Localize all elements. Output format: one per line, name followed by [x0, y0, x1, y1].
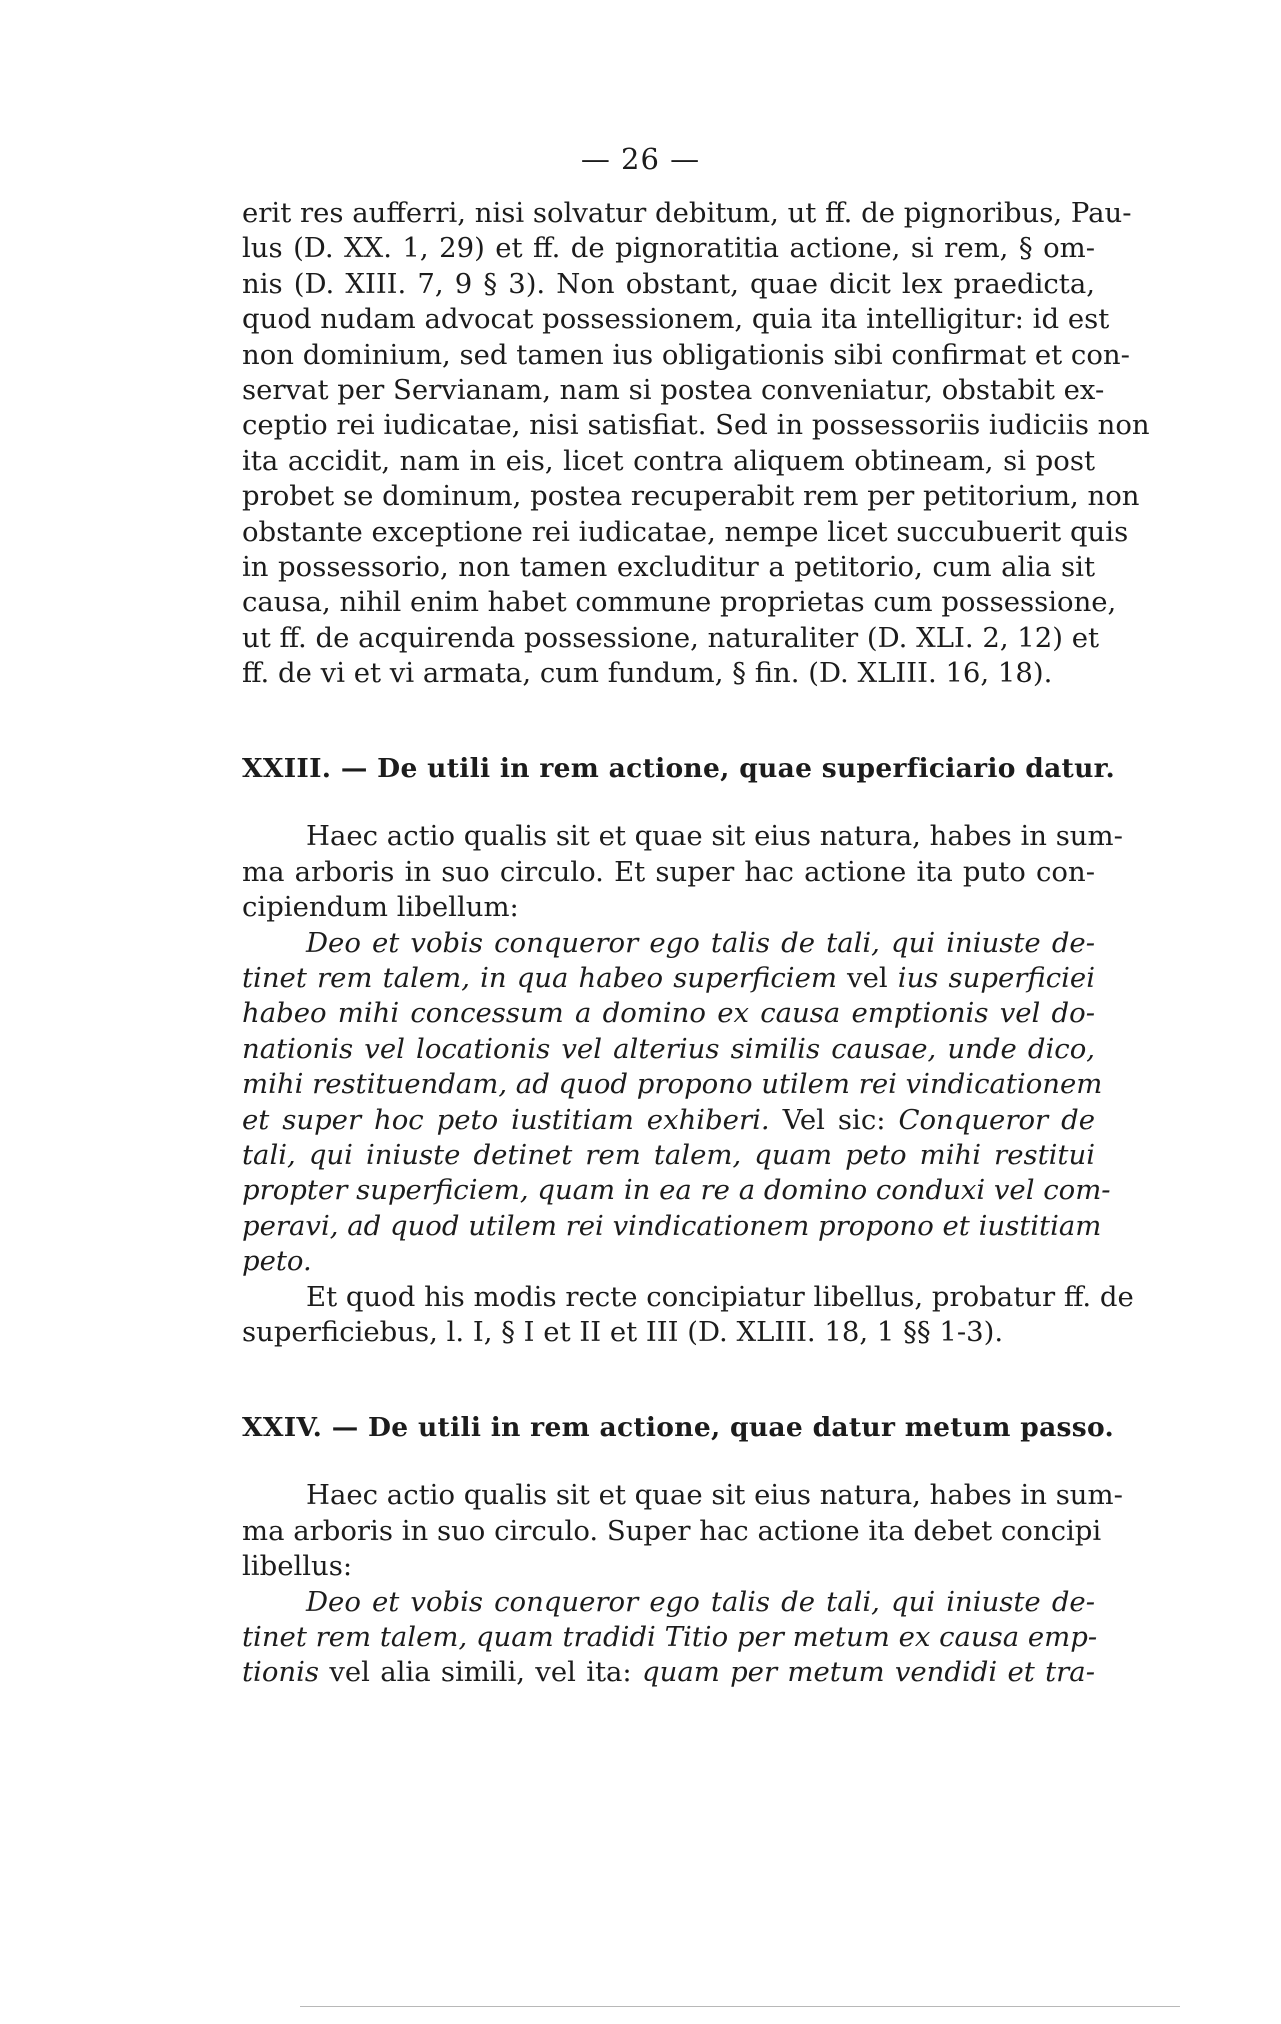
text-span: quam per metum vendidi et tra- — [642, 1656, 1095, 1689]
text-span: Vel sic: — [769, 1103, 899, 1136]
text-line: ma arboris in suo circulo. Super hac actione ita debet concipi — [242, 1514, 1102, 1547]
section-xxiii-formula — [242, 926, 1111, 1280]
section-xxiv-intro — [242, 1478, 1123, 1584]
bottom-edge-rule — [300, 2006, 1180, 2007]
text-line: libellus: — [242, 1550, 353, 1583]
text-line: obstante exceptione rei iudicatae, nempe licet succubuerit quis — [242, 515, 1129, 548]
text-line: in possessorio, non tamen excluditur a petitorio, cum alia sit — [242, 550, 1095, 583]
text-line: tinet rem talem, quam tradidi Titio per metum ex causa emp- — [242, 1620, 1098, 1653]
text-line: Deo et vobis conqueror ego talis de tali, qui iniuste de- — [306, 926, 1095, 959]
text-line: habeo mihi concessum a domino ex causa emptionis vel do- — [242, 997, 1095, 1030]
text-line: nationis vel locationis vel alterius similis causae, unde dico, — [242, 1032, 1095, 1065]
text-span: tionis — [242, 1656, 320, 1689]
text-line: superficiebus, l. I, § I et II et III (D. XLIII. 18, 1 §§ 1-3). — [242, 1315, 1004, 1348]
text-line: ff. de vi et vi armata, cum fundum, § fin. (D. XLIII. 16, 18). — [242, 657, 1053, 690]
paragraph-continuation — [242, 196, 1150, 691]
section-heading-xxiii: XXIII. — De utili in rem actione, quae superficiario datur. — [242, 753, 1116, 785]
text-body — [242, 196, 1150, 1691]
text-line: cipiendum libellum: — [242, 891, 519, 924]
text-line: lus (D. XX. 1, 29) et ff. de pignoratitia actione, si rem, § om- — [242, 232, 1095, 265]
text-span: vel alia simili, vel ita: — [319, 1656, 642, 1689]
text-line: peto. — [242, 1245, 312, 1278]
text-line: Deo et vobis conqueror ego talis de tali, qui iniuste de- — [306, 1585, 1095, 1618]
text-line: tali, qui iniuste detinet rem talem, quam peto mihi restitui — [242, 1138, 1095, 1171]
text-span: et super hoc peto iustitiam exhiberi. — [242, 1103, 770, 1136]
text-line: Et quod his modis recte concipiatur libellus, probatur ff. de — [306, 1280, 1134, 1313]
text-line — [242, 961, 1095, 996]
text-span: Conqueror de — [898, 1103, 1095, 1136]
text-span: ius superficiei — [897, 962, 1095, 995]
text-line: ma arboris in suo circulo. Et super hac actione ita puto con- — [242, 855, 1095, 888]
text-line: ut ff. de acquirenda possessione, naturaliter (D. XLI. 2, 12) et — [242, 621, 1100, 654]
text-line: non dominium, sed tamen ius obligationis sibi confirmat et con- — [242, 338, 1130, 371]
text-line: nis (D. XIII. 7, 9 § 3). Non obstant, quae dicit lex praedicta, — [242, 267, 1095, 300]
text-line: servat per Servianam, nam si postea conveniatur, obstabit ex- — [242, 373, 1105, 406]
text-line: Haec actio qualis sit et quae sit eius natura, habes in sum- — [306, 1479, 1123, 1512]
page-number: — 26 — — [580, 142, 701, 176]
text-line — [242, 1655, 1095, 1690]
text-line: ita accidit, nam in eis, licet contra aliquem obtineam, si post — [242, 444, 1095, 477]
text-line: probet se dominum, postea recuperabit rem per petitorium, non — [242, 480, 1140, 513]
text-line: causa, nihil enim habet commune proprietas cum possessione, — [242, 586, 1117, 619]
text-line: erit res aufferri, nisi solvatur debitum, ut ff. de pignoribus, Pau- — [242, 197, 1132, 229]
text-line: quod nudam advocat possessionem, quia ita intelligitur: id est — [242, 303, 1110, 336]
text-line — [242, 1103, 1095, 1138]
text-span: tinet rem talem, in qua habeo superficiem — [242, 962, 837, 995]
section-xxiii-intro — [242, 819, 1123, 925]
section-xxiv-formula — [242, 1585, 1098, 1691]
text-line: propter superficiem, quam in ea re a domino conduxi vel com- — [242, 1174, 1111, 1207]
text-line: mihi restituendam, ad quod propono utilem rei vindicationem — [242, 1068, 1103, 1101]
text-span: vel — [836, 962, 898, 995]
section-heading-xxiv: XXIV. — De utili in rem actione, quae datur metum passo. — [242, 1412, 1115, 1444]
section-xxiii-closing — [242, 1280, 1134, 1351]
text-line: Haec actio qualis sit et quae sit eius natura, habes in sum- — [306, 820, 1123, 853]
text-line: peravi, ad quod utilem rei vindicationem propono et iustitiam — [242, 1209, 1102, 1242]
text-line: ceptio rei iudicatae, nisi satisfiat. Sed in possessoriis iudiciis non — [242, 409, 1150, 442]
